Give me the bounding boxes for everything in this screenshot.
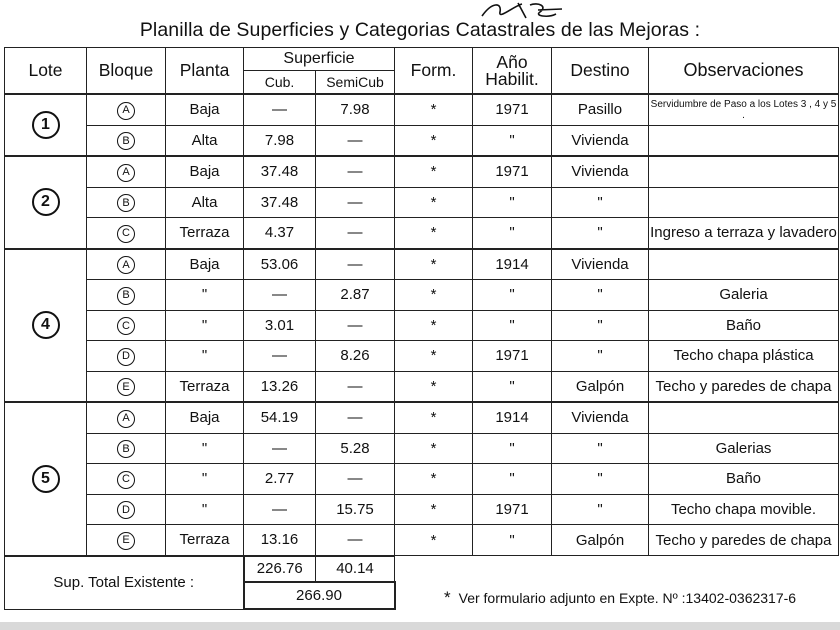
bloque-cell: [87, 125, 166, 156]
cub-cell: 54.19: [244, 402, 316, 433]
cub-cell: —: [244, 280, 316, 311]
semicub-cell: —: [316, 402, 395, 433]
destino-cell: ": [552, 280, 649, 311]
bloque-letter: A: [117, 164, 135, 182]
observaciones-cell: [649, 249, 839, 280]
semicub-cell: 8.26: [316, 341, 395, 372]
destino-cell: ": [552, 433, 649, 464]
surfaces-table: [4, 47, 839, 610]
table-row: [5, 249, 839, 280]
page-title: Planilla de Superficies y Categorias Catastrales de las Mejoras :: [139, 19, 701, 41]
cub-cell: —: [244, 94, 316, 125]
table-row: [5, 94, 839, 125]
planta-cell: Baja: [166, 94, 244, 125]
anio-cell: 1971: [473, 341, 552, 372]
planta-cell: ": [166, 494, 244, 525]
anio-cell: ": [473, 525, 552, 556]
header-form: Form.: [395, 48, 473, 95]
semicub-cell: 7.98: [316, 94, 395, 125]
bottom-edge: [0, 622, 840, 630]
form-cell: *: [395, 310, 473, 341]
header-cub: Cub.: [244, 71, 316, 95]
planta-cell: Baja: [166, 402, 244, 433]
anio-cell: ": [473, 280, 552, 311]
cub-cell: 37.48: [244, 187, 316, 218]
semicub-cell: 15.75: [316, 494, 395, 525]
cub-cell: 13.16: [244, 525, 316, 556]
semicub-cell: —: [316, 525, 395, 556]
semicub-cell: —: [316, 464, 395, 495]
planta-cell: Terraza: [166, 218, 244, 249]
cub-cell: 7.98: [244, 125, 316, 156]
bloque-letter: E: [117, 378, 135, 396]
lote-number: 1: [32, 111, 60, 139]
bloque-cell: [87, 187, 166, 218]
bloque-letter: B: [117, 194, 135, 212]
destino-cell: ": [552, 218, 649, 249]
table-row: [5, 280, 839, 311]
destino-cell: ": [552, 464, 649, 495]
anio-cell: ": [473, 310, 552, 341]
planta-cell: ": [166, 464, 244, 495]
footnote-star: *: [444, 588, 451, 607]
planta-cell: ": [166, 433, 244, 464]
destino-cell: ": [552, 310, 649, 341]
header-semicub: SemiCub: [316, 71, 395, 95]
semicub-cell: —: [316, 187, 395, 218]
planta-cell: Terraza: [166, 371, 244, 402]
anio-cell: ": [473, 433, 552, 464]
cub-cell: 3.01: [244, 310, 316, 341]
form-cell: *: [395, 494, 473, 525]
cub-cell: 4.37: [244, 218, 316, 249]
table-row: [5, 341, 839, 372]
table-row: [5, 525, 839, 556]
form-cell: *: [395, 125, 473, 156]
form-cell: *: [395, 341, 473, 372]
destino-cell: Galpón: [552, 371, 649, 402]
destino-cell: ": [552, 341, 649, 372]
bloque-cell: [87, 402, 166, 433]
table-row: [5, 464, 839, 495]
bloque-letter: E: [117, 532, 135, 550]
semicub-cell: 2.87: [316, 280, 395, 311]
bloque-letter: A: [117, 256, 135, 274]
planta-cell: ": [166, 310, 244, 341]
bloque-letter: B: [117, 440, 135, 458]
lote-number: 4: [32, 311, 60, 339]
observaciones-cell: Baño: [649, 464, 839, 495]
semicub-cell: —: [316, 310, 395, 341]
lote-cell: [5, 94, 87, 156]
semicub-cell: —: [316, 125, 395, 156]
observaciones-cell: Servidumbre de Paso a los Lotes 3 , 4 y 5 .: [649, 94, 839, 125]
cub-cell: 13.26: [244, 371, 316, 402]
anio-cell: ": [473, 125, 552, 156]
table-body: [5, 94, 839, 556]
form-cell: *: [395, 525, 473, 556]
planta-cell: ": [166, 341, 244, 372]
planta-cell: ": [166, 280, 244, 311]
anio-cell: 1971: [473, 94, 552, 125]
bloque-letter: B: [117, 132, 135, 150]
anio-cell: 1971: [473, 494, 552, 525]
bloque-letter: B: [117, 287, 135, 305]
destino-cell: Vivienda: [552, 249, 649, 280]
observaciones-cell: [649, 402, 839, 433]
cub-cell: 2.77: [244, 464, 316, 495]
destino-cell: ": [552, 494, 649, 525]
observaciones-cell: Techo y paredes de chapa: [649, 371, 839, 402]
lote-cell: [5, 249, 87, 403]
header-planta: Planta: [166, 48, 244, 95]
cub-cell: —: [244, 433, 316, 464]
lote-cell: [5, 156, 87, 249]
lote-number: 2: [32, 188, 60, 216]
form-cell: *: [395, 280, 473, 311]
form-cell: *: [395, 94, 473, 125]
bloque-cell: [87, 341, 166, 372]
form-cell: *: [395, 187, 473, 218]
header-lote: Lote: [5, 48, 87, 95]
bloque-letter: A: [117, 410, 135, 428]
lote-number: 5: [32, 465, 60, 493]
semicub-cell: —: [316, 371, 395, 402]
anio-cell: 1971: [473, 156, 552, 187]
semicub-cell: —: [316, 156, 395, 187]
semicub-cell: 5.28: [316, 433, 395, 464]
cub-cell: 53.06: [244, 249, 316, 280]
bloque-cell: [87, 249, 166, 280]
form-cell: *: [395, 371, 473, 402]
observaciones-cell: Galeria: [649, 280, 839, 311]
anio-cell: ": [473, 371, 552, 402]
form-cell: *: [395, 402, 473, 433]
header-bloque: Bloque: [87, 48, 166, 95]
bloque-letter: C: [117, 471, 135, 489]
observaciones-cell: [649, 187, 839, 218]
lote-cell: [5, 402, 87, 556]
form-cell: *: [395, 433, 473, 464]
footnote: [444, 588, 796, 608]
observaciones-cell: Techo chapa movible.: [649, 494, 839, 525]
cub-cell: 37.48: [244, 156, 316, 187]
bloque-cell: [87, 218, 166, 249]
bloque-letter: A: [117, 102, 135, 120]
observaciones-cell: [649, 125, 839, 156]
table-row: [5, 310, 839, 341]
form-cell: *: [395, 464, 473, 495]
header-anio-line1: Año: [496, 51, 528, 72]
anio-cell: 1914: [473, 402, 552, 433]
total-cub: 226.76: [244, 556, 316, 583]
header-observaciones: Observaciones: [649, 48, 839, 95]
table-row: [5, 433, 839, 464]
table-row: [5, 494, 839, 525]
bloque-cell: [87, 433, 166, 464]
table-row: [5, 402, 839, 433]
footnote-text: Ver formulario adjunto en Expte. Nº :13402-0362317-6: [458, 590, 797, 606]
anio-cell: ": [473, 218, 552, 249]
observaciones-cell: Techo y paredes de chapa: [649, 525, 839, 556]
cub-cell: —: [244, 494, 316, 525]
bloque-cell: [87, 494, 166, 525]
planta-cell: Alta: [166, 187, 244, 218]
total-semicub: 40.14: [316, 556, 395, 583]
anio-cell: 1914: [473, 249, 552, 280]
header-anio-line2: Habilit.: [485, 68, 539, 89]
bloque-letter: C: [117, 317, 135, 335]
table-row: [5, 371, 839, 402]
total-label: Sup. Total Existente :: [5, 556, 244, 610]
anio-cell: ": [473, 464, 552, 495]
observaciones-cell: [649, 156, 839, 187]
observaciones-cell: Ingreso a terraza y lavadero: [649, 218, 839, 249]
table-row: [5, 187, 839, 218]
bloque-cell: [87, 371, 166, 402]
form-cell: *: [395, 218, 473, 249]
destino-cell: Vivienda: [552, 156, 649, 187]
header-superficie: Superficie: [244, 48, 395, 71]
observaciones-cell: Galerias: [649, 433, 839, 464]
bloque-letter: C: [117, 225, 135, 243]
cub-cell: —: [244, 341, 316, 372]
planta-cell: Terraza: [166, 525, 244, 556]
total-superficie: 266.90: [244, 582, 395, 609]
header-destino: Destino: [552, 48, 649, 95]
planta-cell: Alta: [166, 125, 244, 156]
bloque-cell: [87, 94, 166, 125]
bloque-letter: D: [117, 348, 135, 366]
observaciones-cell: Baño: [649, 310, 839, 341]
table-row: [5, 156, 839, 187]
destino-cell: Pasillo: [552, 94, 649, 125]
bloque-cell: [87, 280, 166, 311]
planta-cell: Baja: [166, 249, 244, 280]
bloque-letter: D: [117, 501, 135, 519]
semicub-cell: —: [316, 249, 395, 280]
bloque-cell: [87, 525, 166, 556]
form-cell: *: [395, 249, 473, 280]
semicub-cell: —: [316, 218, 395, 249]
destino-cell: Vivienda: [552, 402, 649, 433]
table-row: [5, 218, 839, 249]
destino-cell: Vivienda: [552, 125, 649, 156]
bloque-cell: [87, 464, 166, 495]
destino-cell: Galpón: [552, 525, 649, 556]
destino-cell: ": [552, 187, 649, 218]
header-anio: [473, 48, 552, 95]
table-row: [5, 125, 839, 156]
planta-cell: Baja: [166, 156, 244, 187]
bloque-cell: [87, 310, 166, 341]
observaciones-cell: Techo chapa plástica: [649, 341, 839, 372]
bloque-cell: [87, 156, 166, 187]
anio-cell: ": [473, 187, 552, 218]
form-cell: *: [395, 156, 473, 187]
